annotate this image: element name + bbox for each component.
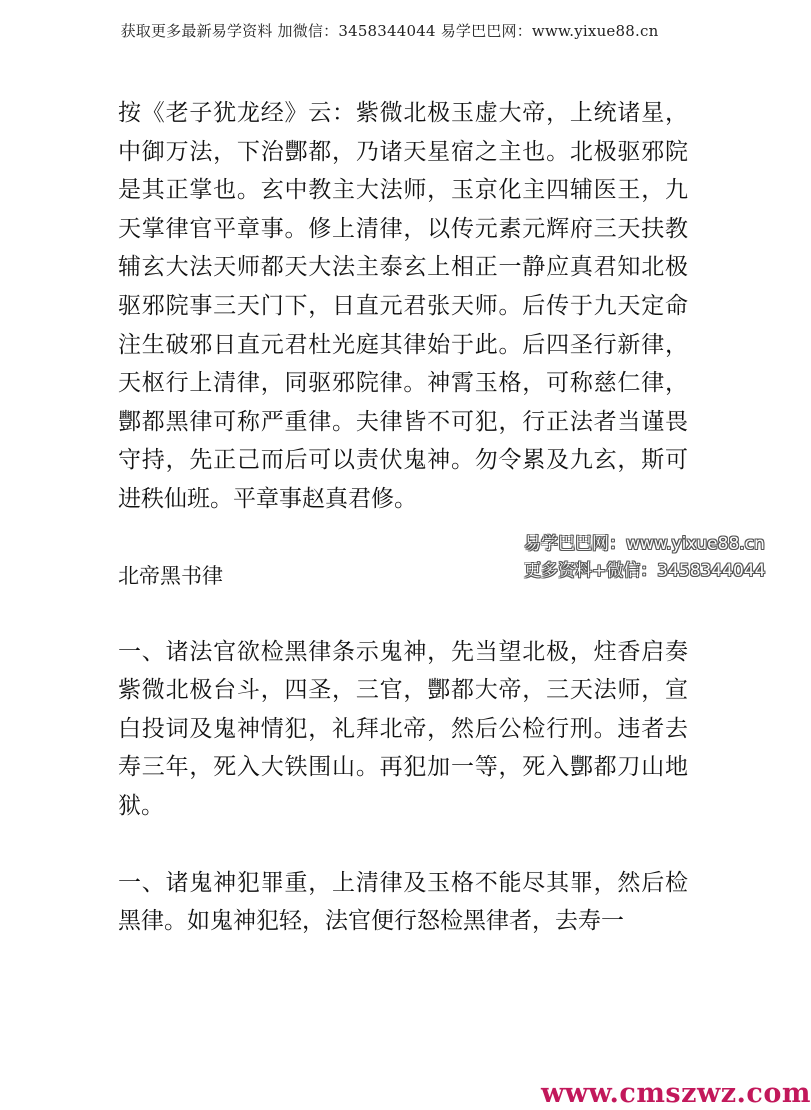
footer-site-watermark: www.cmszwz.com bbox=[541, 1078, 811, 1109]
section-title: 北帝黑书律 bbox=[118, 563, 223, 588]
watermark-overlay bbox=[524, 531, 774, 585]
article-paragraph: 一、诸鬼神犯罪重，上清律及玉格不能尽其罪，然后检黑律。如鬼神犯轻，法官便行怒检黑律者，去寿一 bbox=[118, 869, 688, 935]
article-paragraph: 一、诸法官欲检黑律条示鬼神，先当望北极，炷香启奏紫微北极台斗，四圣，三官，酆都大帝，三天法师，宣白投词及鬼神情犯，礼拜北帝，然后公检行刑。违者去寿三年，死入大铁围山。再犯加一等，死入酆都刀山地狱。 bbox=[118, 638, 688, 819]
page-header-promo: 获取更多最新易学资料 加微信：3458344044 易学巴巴网：www.yixue88.cn bbox=[120, 22, 659, 40]
intro-paragraph: 按《老子犹龙经》云：紫微北极玉虚大帝，上统诸星，中御万法，下治酆都，乃诸天星宿之主也。北极驱邪院是其正掌也。玄中教主大法师，玉京化主四辅医王，九天掌律官平章事。修上清律，以传元素元辉府三天扶教辅玄大法天师都天大法主泰玄上相正一静应真君知北极驱邪院事三天门下，日直元君张天师。后传于九天定命注生破邪日直元君杜光庭其律始于此。后四圣行新律，天枢行上清律，同驱邪院律。神霄玉格，可称慈仁律，酆都黑律可称严重律。夫律皆不可犯，行正法者当谨畏守持，先正己而后可以责伏鬼神。勿令累及九玄，斯可进秩仙班。平章事赵真君修。 bbox=[118, 100, 688, 512]
watermark-line-wechat: 更多资料+微信：3458344044 bbox=[524, 561, 766, 581]
document-body bbox=[118, 94, 688, 941]
watermark-line-site: 易学巴巴网：www.yixue88.cn bbox=[524, 534, 765, 554]
